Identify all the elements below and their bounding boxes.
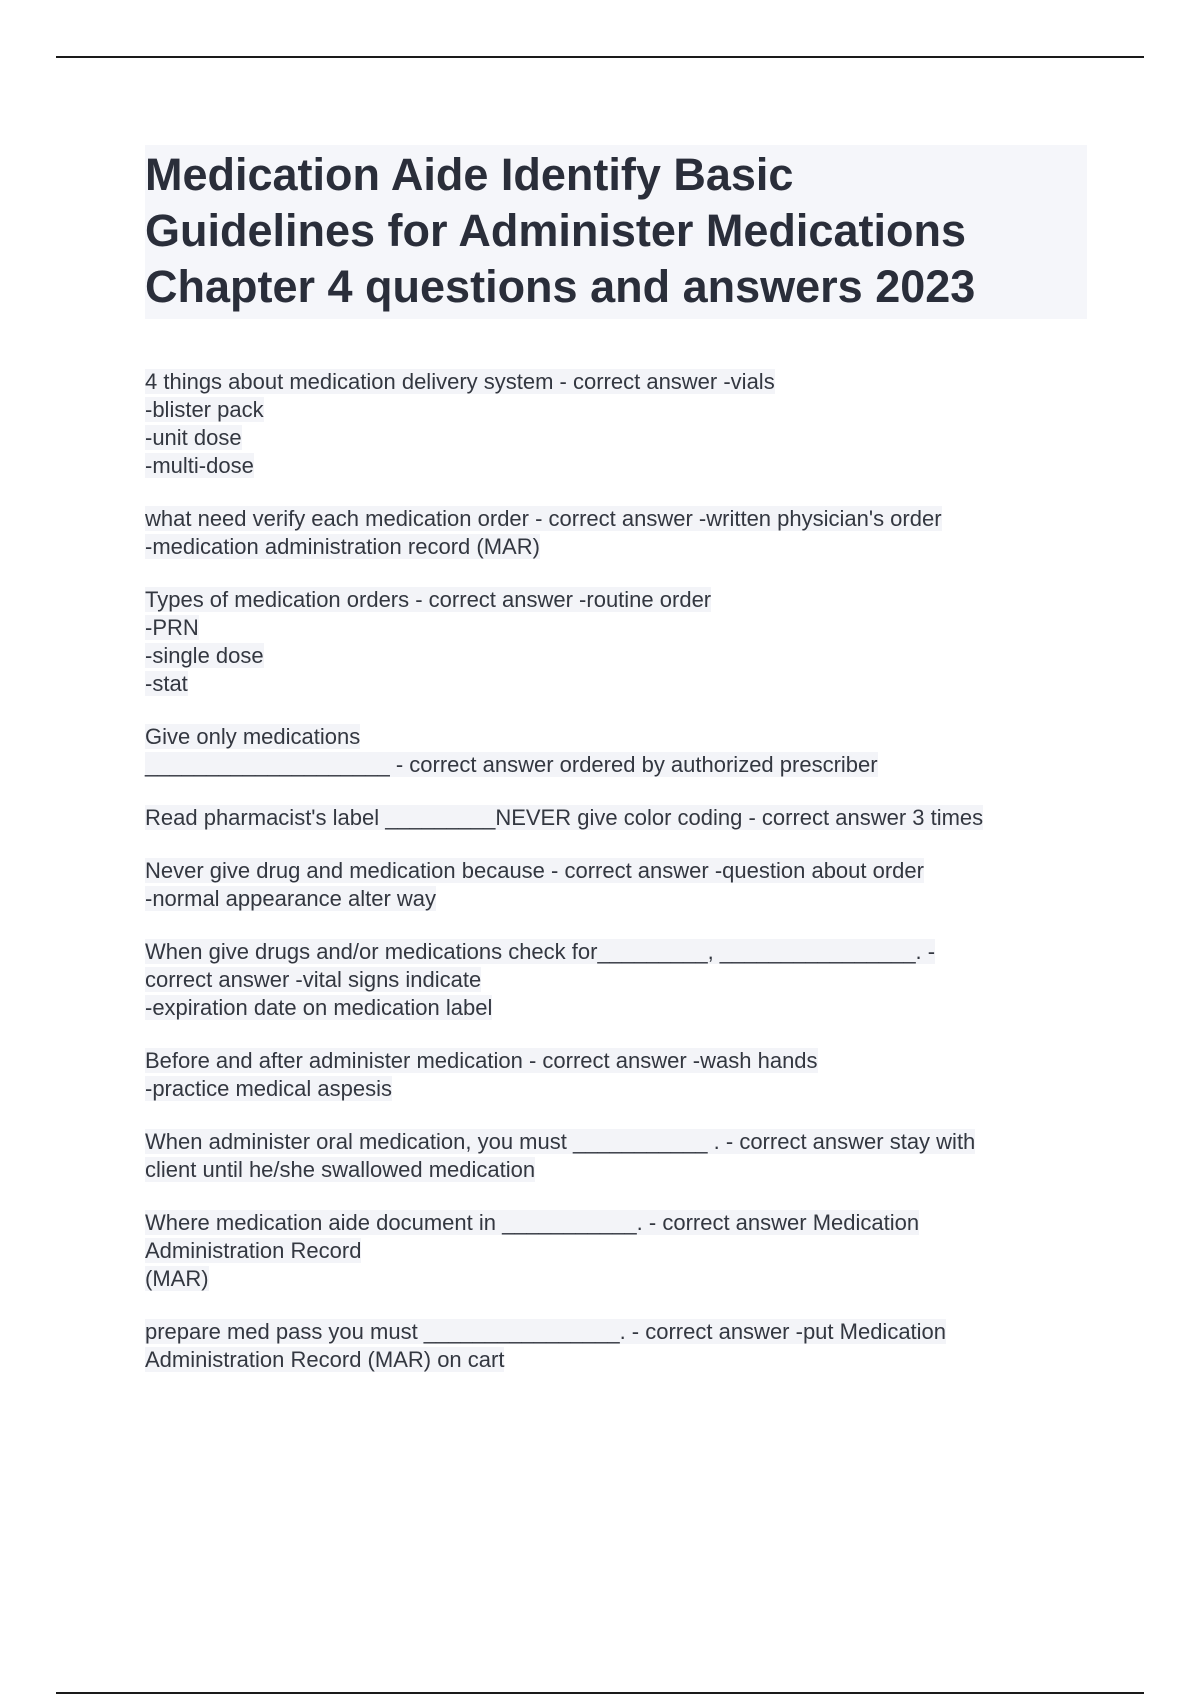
qa-line: ____________________ - correct answer ordered by authorized prescriber <box>145 752 878 777</box>
qa-line: Before and after administer medication - correct answer -wash hands <box>145 1048 818 1073</box>
qa-item <box>145 368 1085 480</box>
qa-line: -medication administration record (MAR) <box>145 534 540 559</box>
qa-line: -practice medical aspesis <box>145 1076 392 1101</box>
title-line: Chapter 4 questions and answers 2023 <box>145 261 976 312</box>
qa-line: When give drugs and/or medications check for_________, ________________. - <box>145 939 936 964</box>
qa-item <box>145 1047 1085 1103</box>
qa-line: prepare med pass you must ________________. - correct answer -put Medication <box>145 1319 947 1344</box>
document-title <box>145 147 1087 315</box>
title-line: Medication Aide Identify Basic <box>145 149 794 200</box>
qa-line: what need verify each medication order - correct answer -written physician's order <box>145 506 942 531</box>
top-rule <box>56 56 1144 58</box>
qa-line: Where medication aide document in ___________. - correct answer Medication <box>145 1210 920 1235</box>
qa-line: When administer oral medication, you must ___________ . - correct answer stay with <box>145 1129 976 1154</box>
qa-line: -normal appearance alter way <box>145 886 437 911</box>
title-block <box>145 145 1087 319</box>
qa-line: correct answer -vital signs indicate <box>145 967 482 992</box>
qa-line: -expiration date on medication label <box>145 995 493 1020</box>
qa-list <box>145 368 1085 1399</box>
qa-line: Read pharmacist's label _________NEVER give color coding - correct answer 3 times <box>145 805 984 830</box>
title-line: Guidelines for Administer Medications <box>145 205 966 256</box>
qa-line: -single dose <box>145 643 264 668</box>
qa-item <box>145 804 1085 832</box>
qa-item <box>145 586 1085 698</box>
qa-line: -PRN <box>145 615 199 640</box>
qa-line: Administration Record <box>145 1238 362 1263</box>
qa-item <box>145 1209 1085 1293</box>
qa-item <box>145 1128 1085 1184</box>
bottom-rule <box>56 1692 1144 1694</box>
qa-line: Types of medication orders - correct answer -routine order <box>145 587 712 612</box>
qa-line: Give only medications <box>145 724 361 749</box>
qa-item <box>145 938 1085 1022</box>
qa-line: -multi-dose <box>145 453 254 478</box>
qa-line: (MAR) <box>145 1266 209 1291</box>
qa-item <box>145 1318 1085 1374</box>
qa-line: -stat <box>145 671 188 696</box>
qa-line: Never give drug and medication because - correct answer -question about order <box>145 858 924 883</box>
qa-line: client until he/she swallowed medication <box>145 1157 536 1182</box>
qa-line: 4 things about medication delivery system - correct answer -vials <box>145 369 775 394</box>
qa-line: -blister pack <box>145 397 264 422</box>
qa-item <box>145 857 1085 913</box>
qa-item <box>145 505 1085 561</box>
qa-item <box>145 723 1085 779</box>
qa-line: Administration Record (MAR) on cart <box>145 1347 505 1372</box>
qa-line: -unit dose <box>145 425 242 450</box>
